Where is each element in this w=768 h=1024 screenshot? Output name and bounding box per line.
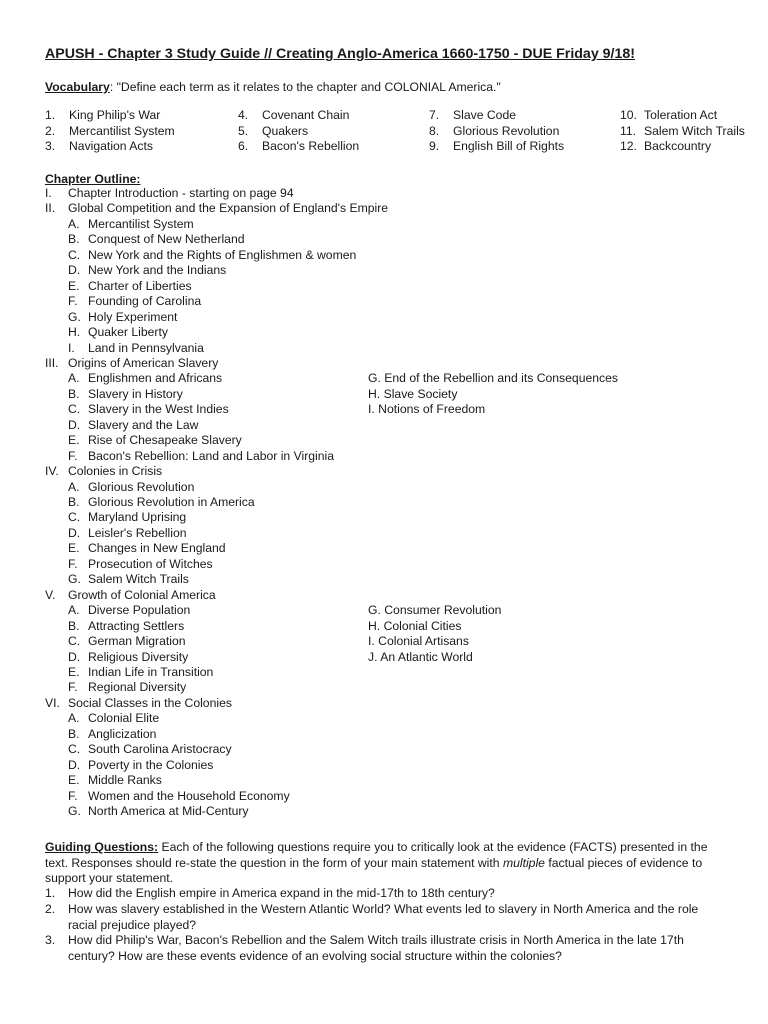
guiding-question-text: How did the English empire in America expand in the mid-17th to 18th century? [68, 886, 495, 900]
outline-item-letter: F. [68, 680, 78, 695]
outline-item-text: Indian Life in Transition [88, 664, 214, 679]
vocabulary-term-number: 11. [620, 123, 637, 138]
outline-item [68, 480, 194, 495]
outline-item-text: Mercantilist System [88, 216, 194, 231]
page-title: APUSH - Chapter 3 Study Guide // Creating Anglo-America 1660-1750 - DUE Friday 9/18! [45, 46, 635, 62]
outline-item [68, 402, 229, 417]
vocabulary-column [45, 108, 175, 155]
outline-item-text: Maryland Uprising [88, 510, 187, 525]
outline-item-text: German Migration [88, 634, 186, 649]
outline-item-text: Salem Witch Trails [88, 572, 189, 587]
outline-item-text: Englishmen and Africans [88, 371, 223, 386]
outline-section-heading [45, 186, 294, 201]
vocabulary-term-text: Backcountry [644, 139, 712, 153]
outline-item [68, 418, 198, 433]
outline-item-text: Holy Experiment [88, 309, 178, 324]
outline-item-text: Changes in New England [88, 541, 226, 556]
outline-item-text: Quaker Liberty [88, 325, 168, 340]
outline-item-right-column: J. An Atlantic World [368, 649, 473, 664]
outline-item [68, 789, 290, 804]
outline-item-text: Regional Diversity [88, 680, 187, 695]
outline-item [68, 711, 159, 726]
outline-section-heading [45, 696, 232, 711]
outline-item-letter: D. [68, 757, 81, 772]
outline-item [68, 619, 184, 634]
outline-item-letter: B. [68, 495, 80, 509]
vocabulary-term [45, 139, 175, 155]
outline-item [68, 217, 194, 232]
vocabulary-term-text: Slave Code [453, 108, 517, 122]
outline-item-letter: F. [68, 788, 78, 803]
vocabulary-term [620, 139, 745, 155]
vocabulary-term-number: 12. [620, 139, 637, 153]
vocabulary-term-text: Covenant Chain [262, 108, 350, 122]
outline-item [68, 341, 204, 356]
vocabulary-term [620, 124, 745, 140]
outline-section-title: Social Classes in the Colonies [68, 695, 232, 710]
outline-section-title: Origins of American Slavery [68, 355, 219, 370]
outline-item [68, 449, 334, 464]
vocabulary-term-number: 1. [45, 108, 56, 122]
vocabulary-term-text: Quakers [262, 123, 309, 138]
outline-section-title: Chapter Introduction - starting on page 94 [68, 186, 294, 200]
outline-item-letter: A. [68, 603, 80, 618]
outline-item-text: Rise of Chesapeake Slavery [88, 433, 242, 448]
vocabulary-term-number: 6. [238, 139, 249, 153]
outline-item-letter: A. [68, 479, 80, 494]
outline-item-letter: F. [68, 556, 78, 571]
outline-section-title: Global Competition and the Expansion of England's Empire [68, 201, 389, 216]
outline-section-number: IV. [45, 464, 59, 479]
vocabulary-label: Vocabulary [45, 80, 110, 94]
outline-item-text: Attracting Settlers [88, 618, 185, 633]
vocabulary-term-number: 8. [429, 123, 440, 138]
guiding-question-number: 1. [45, 886, 56, 900]
outline-item-text: North America at Mid-Century [88, 804, 249, 818]
outline-item-letter: E. [68, 278, 80, 293]
outline-item-text: Slavery in the West Indies [88, 402, 229, 417]
vocabulary-term-text: Bacon's Rebellion [262, 139, 360, 153]
outline-item-letter: B. [68, 726, 80, 741]
outline-item-letter: C. [68, 402, 81, 417]
outline-item-text: Founding of Carolina [88, 294, 202, 309]
outline-item-letter: B. [68, 618, 80, 633]
chapter-outline-heading: Chapter Outline: [45, 172, 141, 186]
vocabulary-term [429, 124, 564, 140]
vocabulary-term-text: King Philip's War [69, 108, 161, 122]
guiding-question-number: 3. [45, 933, 56, 947]
guiding-intro-emphasis: multiple [502, 855, 545, 870]
vocabulary-term-text: Toleration Act [644, 108, 718, 122]
outline-item-text: Diverse Population [88, 603, 191, 618]
outline-item [68, 541, 226, 556]
vocabulary-term [429, 139, 564, 155]
outline-item [68, 433, 242, 448]
vocabulary-term-text: Salem Witch Trails [644, 123, 745, 138]
outline-item-letter: H. [68, 325, 81, 340]
outline-item-letter: D. [68, 417, 81, 432]
outline-item-right-column: H. Slave Society [368, 386, 458, 401]
outline-item-text: Prosecution of Witches [88, 556, 213, 571]
vocabulary-term-number: 2. [45, 123, 56, 138]
outline-section-heading [45, 588, 216, 603]
outline-item-right-column: G. Consumer Revolution [368, 603, 502, 618]
vocabulary-term-number: 3. [45, 139, 56, 153]
guiding-question [45, 933, 725, 964]
vocabulary-term-number: 10. [620, 108, 637, 122]
outline-item-letter: E. [68, 433, 80, 448]
outline-item [68, 727, 156, 742]
outline-item [68, 634, 186, 649]
vocabulary-term-number: 7. [429, 108, 440, 122]
vocabulary-column [620, 108, 745, 155]
outline-item-letter: E. [68, 773, 80, 788]
vocabulary-list [45, 108, 765, 156]
outline-item-letter: G. [68, 804, 81, 818]
outline-section-heading [45, 201, 388, 216]
guiding-questions-label: Guiding Questions: [45, 840, 159, 854]
outline-item [68, 495, 255, 510]
vocabulary-instruction: : "Define each term as it relates to the chapter and COLONIAL America." [109, 80, 501, 94]
outline-item [68, 665, 213, 680]
outline-item-text: Charter of Liberties [88, 278, 192, 293]
vocabulary-column [429, 108, 564, 155]
outline-section-heading [45, 464, 162, 479]
outline-item [68, 232, 245, 247]
outline-section-heading [45, 356, 218, 371]
outline-section-number: V. [45, 587, 56, 602]
outline-item-text: Religious Diversity [88, 649, 189, 664]
vocabulary-term-text: English Bill of Rights [453, 139, 565, 153]
vocabulary-column [238, 108, 359, 155]
outline-item-text: Middle Ranks [88, 773, 162, 788]
outline-item-text: Women and the Household Economy [88, 788, 290, 803]
outline-item-letter: D. [68, 649, 81, 664]
outline-item [68, 263, 226, 278]
outline-item-letter: A. [68, 371, 80, 386]
vocabulary-term-number: 5. [238, 123, 249, 138]
outline-section-title: Colonies in Crisis [68, 464, 163, 479]
outline-item-text: New York and the Indians [88, 263, 227, 278]
vocabulary-term-text: Navigation Acts [69, 139, 154, 153]
outline-item [68, 680, 186, 695]
outline-item-letter: G. [68, 309, 81, 324]
outline-item [68, 510, 186, 525]
outline-item-text: Land in Pennsylvania [88, 340, 204, 355]
vocabulary-term [45, 108, 175, 124]
vocabulary-term-number: 4. [238, 108, 249, 122]
outline-item-letter: C. [68, 742, 81, 757]
outline-item-text: Conquest of New Netherland [88, 232, 245, 247]
guiding-question-text: How did Philip's War, Bacon's Rebellion and the Salem Witch trails illustrate crisis in North America in the late 17th century? How are these events evidence of an evolving social structure within the colonies? [68, 933, 684, 963]
outline-item [68, 310, 177, 325]
outline-item-letter: B. [68, 232, 80, 247]
outline-item [68, 773, 162, 788]
outline-item-letter: G. [68, 572, 81, 587]
outline-item-text: Glorious Revolution [88, 479, 195, 494]
vocabulary-term-text: Glorious Revolution [453, 123, 560, 138]
outline-item-text: South Carolina Aristocracy [88, 742, 232, 757]
outline-item-text: Anglicization [88, 726, 157, 741]
outline-item-right-column: H. Colonial Cities [368, 618, 462, 633]
outline-item-letter: A. [68, 216, 80, 231]
guiding-questions-intro [45, 840, 725, 887]
vocabulary-intro [45, 80, 501, 94]
guiding-question-number: 2. [45, 902, 56, 916]
vocabulary-term-text: Mercantilist System [69, 123, 175, 138]
outline-item-text: Slavery in History [88, 386, 183, 401]
outline-section-title: Growth of Colonial America [68, 587, 216, 602]
outline-item-text: New York and the Rights of Englishmen & women [88, 247, 357, 262]
outline-item [68, 279, 192, 294]
outline-item-letter: D. [68, 525, 81, 540]
outline-item-letter: I. [68, 340, 75, 355]
outline-item-letter: F. [68, 448, 78, 463]
outline-item-letter: C. [68, 510, 81, 525]
outline-item-letter: D. [68, 263, 81, 278]
outline-item [68, 526, 187, 541]
outline-item-right-column: I. Notions of Freedom [368, 402, 486, 417]
vocabulary-term [238, 139, 359, 155]
outline-section-number: VI. [45, 695, 60, 710]
guiding-intro-text: Each of the following questions require you to critically look at the evidence (FACTS) presented in the text. Responses should re-state the question in the form of your main statement with [45, 840, 708, 870]
vocabulary-term [429, 108, 564, 124]
outline-section-number: II. [45, 201, 56, 216]
outline-section-number: I. [45, 186, 52, 200]
outline-item [68, 325, 168, 340]
outline-item [68, 294, 201, 309]
guiding-question [45, 902, 725, 933]
vocabulary-term [45, 124, 175, 140]
outline-item-letter: C. [68, 247, 81, 262]
outline-item [68, 248, 356, 263]
outline-item-right-column: I. Colonial Artisans [368, 634, 469, 649]
outline-section-number: III. [45, 355, 59, 370]
outline-item-letter: C. [68, 634, 81, 649]
outline-item [68, 371, 222, 386]
outline-item-letter: B. [68, 386, 80, 401]
outline-item-text: Colonial Elite [88, 711, 160, 726]
vocabulary-term [238, 108, 359, 124]
outline-item-letter: E. [68, 664, 80, 679]
vocabulary-term [620, 108, 745, 124]
outline-item-letter: E. [68, 541, 80, 556]
outline-item [68, 603, 190, 618]
outline-item [68, 387, 183, 402]
outline-item [68, 572, 189, 587]
guiding-question [45, 886, 725, 902]
outline-item-text: Poverty in the Colonies [88, 757, 214, 772]
outline-item-right-column: G. End of the Rebellion and its Consequences [368, 371, 619, 386]
vocabulary-term [238, 124, 359, 140]
outline-item [68, 742, 232, 757]
outline-item-letter: A. [68, 711, 80, 726]
outline-item [68, 650, 188, 665]
outline-item-text: Leisler's Rebellion [88, 525, 187, 540]
outline-item-letter: F. [68, 294, 78, 309]
outline-item-text: Slavery and the Law [88, 417, 199, 432]
guiding-intro-text-end: factual pieces of evidence to support your statement. [45, 855, 703, 886]
outline-item-text: Glorious Revolution in America [88, 495, 255, 509]
outline-item [68, 758, 213, 773]
outline-item [68, 804, 249, 819]
outline-item [68, 557, 213, 572]
vocabulary-term-number: 9. [429, 139, 440, 153]
outline-item-text: Bacon's Rebellion: Land and Labor in Virginia [88, 448, 335, 463]
guiding-question-text: How was slavery established in the Western Atlantic World? What events led to slavery in North America and the role racial prejudice played? [68, 902, 699, 932]
